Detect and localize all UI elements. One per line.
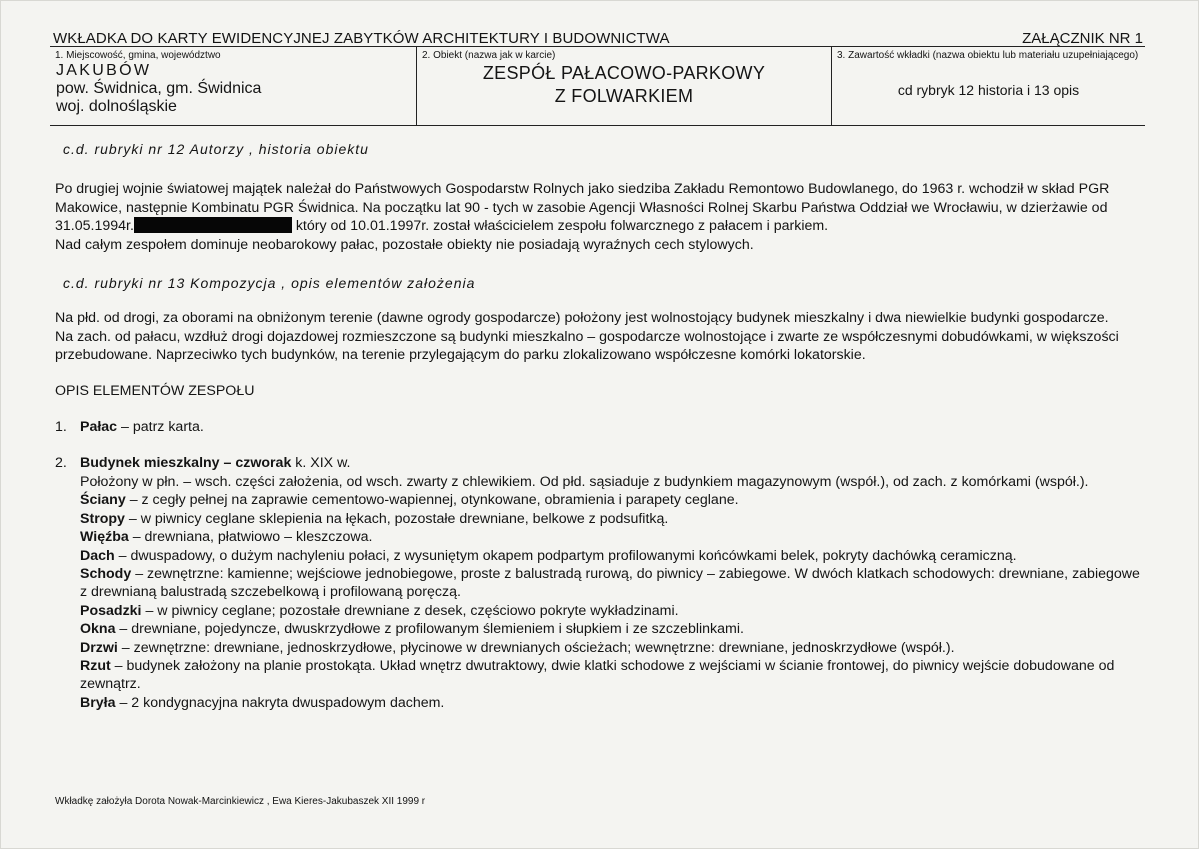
detail-doors xyxy=(80,639,1150,657)
detail-term: Więźba xyxy=(80,529,129,546)
section12-title: c.d. rubryki nr 12 Autorzy , historia obiektu xyxy=(63,141,369,157)
item-text: – patrz karta. xyxy=(117,419,204,436)
list-item-czworak xyxy=(55,454,1150,472)
detail-desc: – w piwnicy ceglane sklepienia na łękach, pozostałe drewniane, belkowe z podsufitką. xyxy=(124,510,669,527)
detail-desc: – 2 kondygnacyjna nakryta dwuspadowym dachem. xyxy=(115,694,445,711)
header-location-cell xyxy=(50,47,416,125)
item-name: Pałac xyxy=(80,419,118,436)
detail-desc: – drewniane, pojedyncze, dwuskrzydłowe z profilowanym ślemieniem i słupkiem i ze szczeblinkami. xyxy=(115,621,744,638)
detail-term: Schody xyxy=(80,565,132,582)
section13-title: c.d. rubryki nr 13 Kompozycja , opis elementów założenia xyxy=(63,275,476,292)
detail-term: Okna xyxy=(80,621,116,638)
detail-ceilings xyxy=(80,510,1150,528)
voivodeship: woj. dolnośląskie xyxy=(56,98,177,115)
detail-desc: – dwuspadowy, o dużym nachyleniu połaci, z wysuniętym okapem podpartym profilowanymi końcówkami belek, pokryty dachówką ceramiczną. xyxy=(114,547,1017,564)
section12-paragraph2: Nad całym zespołem dominuje neobarokowy pałac, pozostałe obiekty nie posiadają wyraźnych cech stylowych. xyxy=(55,236,754,253)
detail-desc: – zewnętrzne: kamienne; wejściowe jednobiegowe, proste z balustradą rurową, do piwnicy – zabiegowe. W dwóch klatkach schodowych: drewniane, zabiegowe z drewnianą balustradą szczebelkową i profilowaną poręczą. xyxy=(80,565,1140,601)
location-label: 1. Miejscowość, gmina, województwo xyxy=(55,50,221,61)
content-label: 3. Zawartość wkładki (nazwa obiektu lub materiału uzupełniającego) xyxy=(837,50,1139,61)
item-name: Budynek mieszkalny – czworak xyxy=(80,455,292,472)
section13-paragraph2: Na zach. od pałacu, wzdłuż drogi dojazdowej rozmieszczone są budynki mieszkalno – gospodarcze wolnostojące i zwarte ze współczesnymi dobudówkami, w większości przebudowane. Naprzeciwko tych budynków, na terenie przylegającym do parku zlokalizowano współczesne komórki lokatorskie. xyxy=(55,328,1119,364)
detail-term: Bryła xyxy=(80,694,116,711)
czworak-description xyxy=(55,473,1150,712)
section12-text-after: który od 10.01.1997r. został właścicielem zespołu folwarcznego z pałacem i parkiem. xyxy=(291,218,829,235)
district: pow. Świdnica, gm. Świdnica xyxy=(56,80,262,97)
elements-heading: OPIS ELEMENTÓW ZESPOŁU xyxy=(55,382,255,399)
header-object-cell xyxy=(416,47,832,125)
czworak-location: Położony w płn. – wsch. części założenia, od wsch. zwarty z chlewikiem. Od płd. sąsiaduje z budynkiem magazynowym (współ.), od zach. z komórkami (współ.). xyxy=(80,473,1089,490)
detail-term: Drzwi xyxy=(80,639,118,656)
content-value: cd rybryk 12 historia i 13 opis xyxy=(897,82,1080,98)
detail-massing xyxy=(80,694,1150,712)
form-title: WKŁADKA DO KARTY EWIDENCYJNEJ ZABYTKÓW ARCHITEKTURY I BUDOWNICTWA xyxy=(53,30,670,47)
footer-authors: Wkładkę założyła Dorota Nowak-Marcinkiewicz , Ewa Kieres-Jakubaszek XII 1999 r xyxy=(55,796,426,807)
list-number: 2. xyxy=(55,455,67,472)
document-body xyxy=(55,140,1150,712)
detail-truss xyxy=(80,528,1150,546)
detail-term: Stropy xyxy=(80,510,125,527)
detail-stairs xyxy=(80,565,1150,602)
detail-desc: – z cegły pełnej na zaprawie cementowo-wapiennej, otynkowane, obramienia i parapety ceglane. xyxy=(125,492,739,509)
detail-term: Ściany xyxy=(80,492,126,509)
object-name-line2: Z FOLWARKIEM xyxy=(554,86,694,106)
detail-walls xyxy=(80,491,1150,509)
annex-label: ZAŁĄCZNIK NR 1 xyxy=(1022,30,1143,47)
place-name: JAKUBÓW xyxy=(56,62,152,79)
detail-term: Rzut xyxy=(80,657,111,674)
section12-text-before: Po drugiej wojnie światowej majątek należał do Państwowych Gospodarstw Rolnych jako siedziba Zakładu Remontowo Budowlanego, do 1963 r. wchodził w skład PGR Makowice, następnie Kombinatu PGR Świdnica. Na początku lat 90 - tych w zasobie Agencji Własności Rolnej Skarbu Państwa Oddział we Wrocławiu, w dzierżawie od 31.05.1994r. xyxy=(55,181,1110,235)
detail-roof xyxy=(80,547,1150,565)
detail-plan xyxy=(80,657,1150,694)
object-label: 2. Obiekt (nazwa jak w karcie) xyxy=(422,50,556,61)
list-number: 1. xyxy=(55,419,67,436)
detail-desc: – w piwnicy ceglane; pozostałe drewniane z desek, częściowo pokryte wykładzinami. xyxy=(141,602,679,619)
list-item-palace xyxy=(55,418,1150,436)
header-content-cell xyxy=(832,47,1145,125)
detail-floors xyxy=(80,602,1150,620)
section12-paragraph1 xyxy=(55,180,1150,235)
detail-desc: – budynek założony na planie prostokąta. Układ wnętrz dwutraktowy, dwie klatki schodowe z wejściami w ścianie frontowej, do piwnicy wejście dobudowane od zewnątrz. xyxy=(80,657,1115,693)
detail-term: Dach xyxy=(80,547,115,564)
object-name-line1: ZESPÓŁ PAŁACOWO-PARKOWY xyxy=(482,63,766,83)
item-date: k. XIX w. xyxy=(291,455,351,472)
detail-desc: – zewnętrzne: drewniane, jednoskrzydłowe, płycinowe w drewnianych ościeżach; wewnętrzne: drewniane, jednoskrzydłowe (współ.). xyxy=(117,639,955,656)
section13-paragraph1: Na płd. od drogi, za oborami na obniżonym terenie (dawne ogrody gospodarcze) położony jest wolnostojący budynek mieszkalny i dwa niewielkie budynki gospodarcze. xyxy=(55,310,1109,327)
detail-desc: – drewniana, płatwiowo – kleszczowa. xyxy=(128,529,373,546)
redaction-block xyxy=(134,217,292,233)
header-table xyxy=(50,46,1145,126)
detail-windows xyxy=(80,620,1150,638)
detail-term: Posadzki xyxy=(80,602,142,619)
